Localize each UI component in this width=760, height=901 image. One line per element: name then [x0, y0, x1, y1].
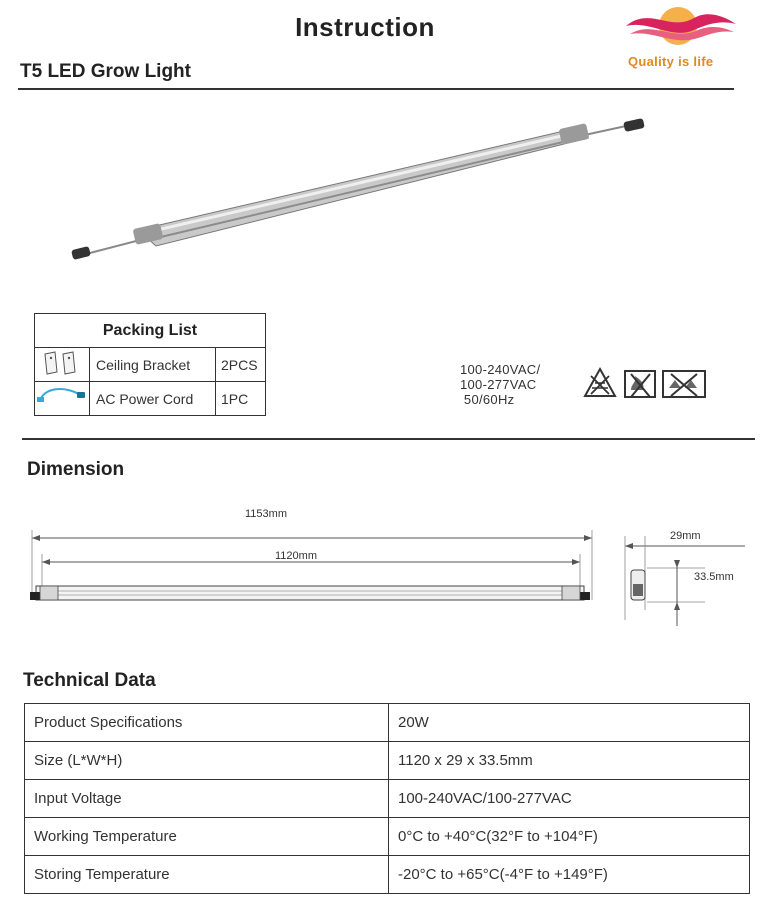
bracket-image-cell [35, 348, 90, 382]
packing-item-qty: 1PC [216, 382, 266, 416]
technical-data-table [24, 703, 750, 894]
logo-tagline: Quality is life [628, 54, 714, 69]
table-row [25, 856, 750, 894]
logo-mark [620, 2, 740, 54]
spec-label: Product Specifications [25, 704, 389, 742]
table-row [25, 780, 750, 818]
no-insulation-contact-icon [661, 368, 707, 400]
power-cord-icon [35, 382, 89, 412]
spec-value: -20°C to +65°C(-4°F to +149°F) [389, 856, 750, 894]
spec-label: Input Voltage [25, 780, 389, 818]
page-title: Instruction [295, 12, 435, 42]
spec-value: 0°C to +40°C(32°F to +104°F) [389, 818, 750, 856]
spec-label: Size (L*W*H) [25, 742, 389, 780]
spec-label: Working Temperature [25, 818, 389, 856]
bracket-icon [35, 348, 89, 378]
spec-value: 1120 x 29 x 33.5mm [389, 742, 750, 780]
technical-data-title: Technical Data [23, 670, 156, 691]
spec-value: 100-240VAC/100-277VAC [389, 780, 750, 818]
no-flammable-surface-icon [623, 368, 657, 402]
packing-item-name: Ceiling Bracket [90, 348, 216, 382]
spec-label: Storing Temperature [25, 856, 389, 894]
section-divider [22, 438, 755, 440]
table-row [25, 818, 750, 856]
width-label: 29mm [670, 530, 701, 542]
spec-value: 20W [389, 704, 750, 742]
header-divider [18, 88, 734, 90]
voltage-line: 50/60Hz [460, 392, 515, 407]
product-photo [60, 112, 660, 272]
body-length-label: 1120mm [275, 550, 317, 562]
packing-list-table [34, 313, 266, 416]
voltage-line: 100-277VAC [460, 377, 537, 392]
height-label: 33.5mm [694, 571, 734, 583]
packing-item-name: AC Power Cord [90, 382, 216, 416]
packing-list-row [35, 348, 266, 382]
dimension-title: Dimension [27, 459, 125, 480]
table-row [25, 742, 750, 780]
table-row [25, 704, 750, 742]
packing-item-qty: 2PCS [216, 348, 266, 382]
packing-list-row [35, 382, 266, 416]
total-length-label: 1153mm [245, 508, 287, 520]
dimension-side-drawing [26, 520, 596, 610]
voltage-line: 100-240VAC/ [460, 362, 541, 377]
packing-list-title: Packing List [35, 314, 266, 348]
voltage-rating [460, 362, 540, 407]
product-name: T5 LED Grow Light [20, 61, 191, 82]
no-cover-insulation-icon [582, 366, 618, 400]
cord-image-cell [35, 382, 90, 416]
